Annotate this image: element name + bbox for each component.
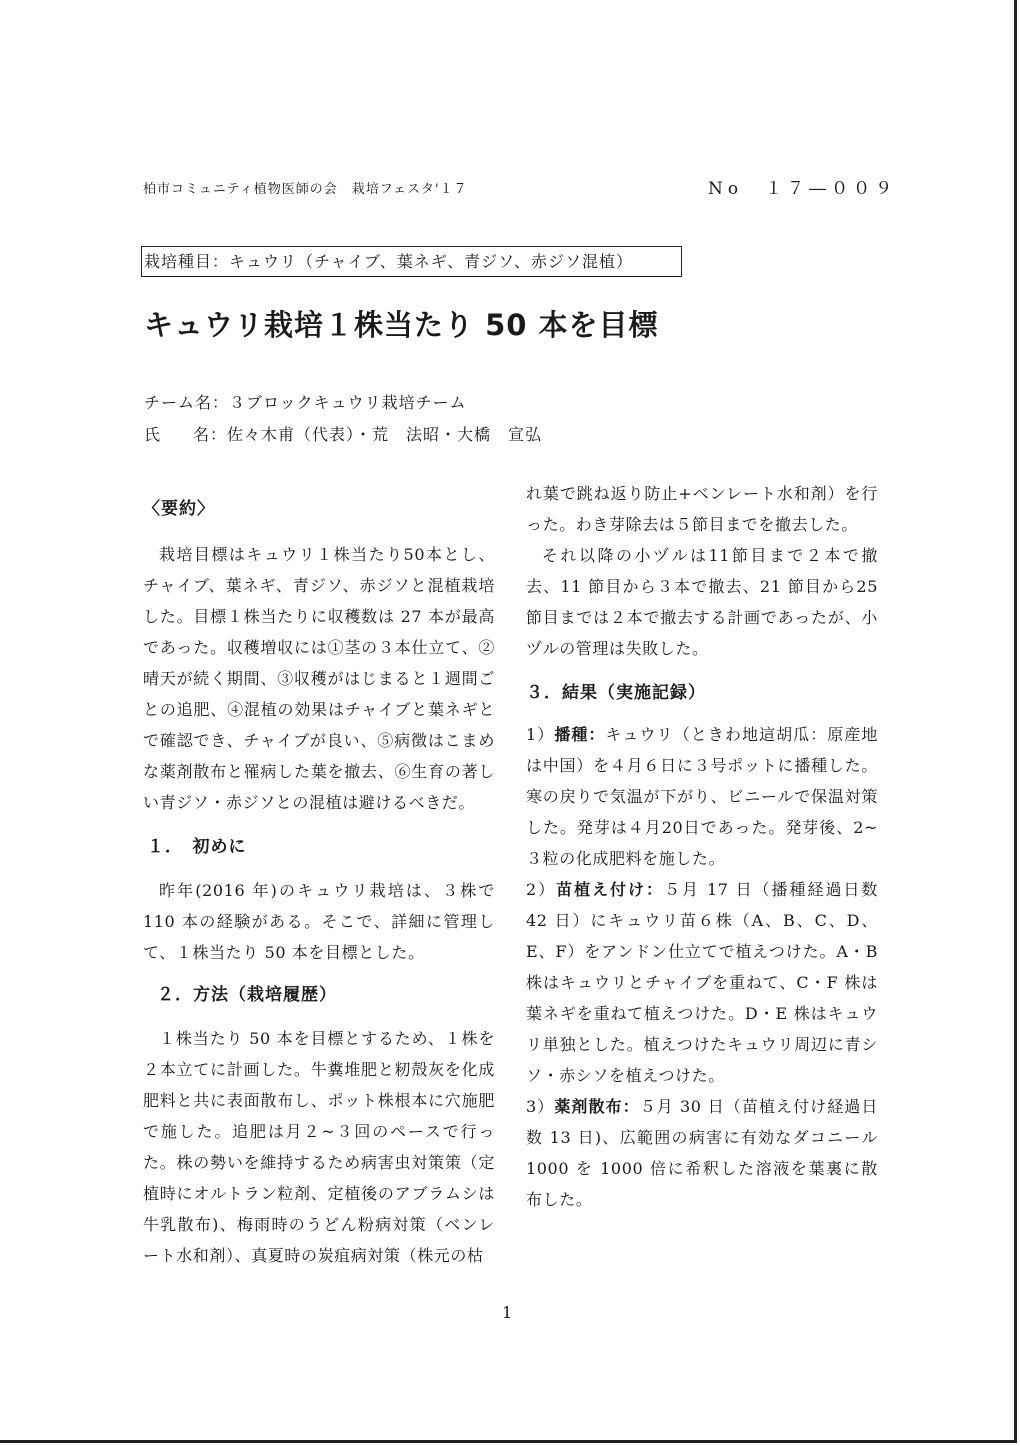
- item-title: 薬剤散布：: [554, 1097, 640, 1116]
- section-2-heading: ２．方法（栽培履歴）: [157, 985, 337, 1005]
- item-prefix: 1）: [526, 725, 555, 744]
- document-number: No １７―００９: [708, 179, 898, 199]
- item-title: 苗植え付け：: [556, 880, 664, 899]
- name-label: 氏: [144, 425, 162, 444]
- result-item-sowing: [526, 719, 878, 874]
- section-1-heading: １． 初めに: [147, 837, 247, 857]
- item-title: 播種：: [554, 725, 606, 744]
- item-prefix: 2）: [526, 880, 557, 899]
- page-title: キュウリ栽培１株当たり 50 本を目標: [144, 308, 659, 342]
- summary-text: 栽培目標はキュウリ１株当たり50本とし、チャイブ、葉ネギ、青ジソ、赤ジソと混植栽培した。目標１株当たりに収穫数は 27 本が最高であった。収穫増収には①茎の３本仕立て、②晴天が続く期間、③収穫がはじまると１週間ごとの追肥、④混植の効果はチャイブと葉ネギとで確認でき、チャイブが良い、⑤病徴はこまめな薬剤散布と罹病した葉を撤去、⑥生育の著しい青ジソ・赤ジソとの混植は避けるべきだ。: [143, 545, 495, 812]
- organization-header: 柏市コミュニティ植物医師の会 栽培フェスタ'１７: [143, 182, 468, 197]
- summary-heading: 〈要約〉: [143, 499, 215, 519]
- section-2-text: １株当たり 50 本を目標とするため、１株を２本立てに計画した。牛糞堆肥と籾殻灰を化成肥料と共に表面散布し、ポット株根本に穴施肥で施した。追肥は月２~３回のペースで行った。株の勢いを維持するため病害虫対策策（定植時にオルトラン粒剤、定植後のアブラムシは牛乳散布)、梅雨時のうどん粉病対策（ベンレート水和剤）、真夏時の炭疽病対策（株元の枯: [143, 1029, 495, 1265]
- item-text: キュウリ（ときわ地這胡瓜：原産地は中国）を４月６日に３号ポットに播種した。寒の戻りで気温が下がり、ビニールで保温対策した。発芽は４月20日であった。発芽後、2~３粒の化成肥料を施した。: [526, 725, 878, 868]
- team-name: チーム名：３ブロックキュウリ栽培チーム: [144, 393, 467, 412]
- member-names: [144, 422, 542, 445]
- right-column: [526, 478, 878, 1215]
- page-number: 1: [502, 1303, 513, 1322]
- member-list: 名：佐々木甫（代表）・荒 法昭・大橋 宣弘: [193, 425, 543, 444]
- section-3-heading: ３．結果（実施記録）: [526, 683, 706, 703]
- cultivation-category-box: 栽培種目：キュウリ（チャイブ、葉ネギ、青ジソ、赤ジソ混植）: [141, 246, 682, 277]
- result-item-spraying: [526, 1091, 878, 1215]
- section-1-text: 昨年(2016 年)のキュウリ栽培は、３株で 110 本の経験がある。そこで、詳細に管理して、１株当たり 50 本を目標とした。: [143, 881, 495, 962]
- result-item-planting: [526, 874, 878, 1091]
- item-text: ５月 17 日（播種経過日数 42 日）にキュウリ苗６株（A、B、C、D、E、F）をアンドン仕立てで植えつけた。A・B 株はキュウリとチャイブを重ねて、C・F 株は葉ネギを重ねて植えつけた。D・E 株はキュウリ単独とした。植えつけたキュウリ周辺に青シソ・赤シソを植えつけた。: [526, 880, 878, 1085]
- item-prefix: 3）: [526, 1097, 555, 1116]
- section-2-text-2: それ以降の小ヅルは11節目まで２本で撤去、11 節目から３本で撤去、21 節目から25節目までは２本で撤去する計画であったが、小ヅルの管理は失敗した。: [526, 546, 878, 658]
- section-2-text-continued: れ葉で跳ね返り防止+ベンレート水和剤）を行った。わき芽除去は５節目までを撤去した。: [526, 484, 878, 534]
- item-text: ５月 30 日（苗植え付け経過日数 13 日)、広範囲の病害に有効なダコニール 1000 を 1000 倍に希釈した溶液を葉裏に散布した。: [526, 1097, 878, 1209]
- left-column: [143, 492, 495, 1271]
